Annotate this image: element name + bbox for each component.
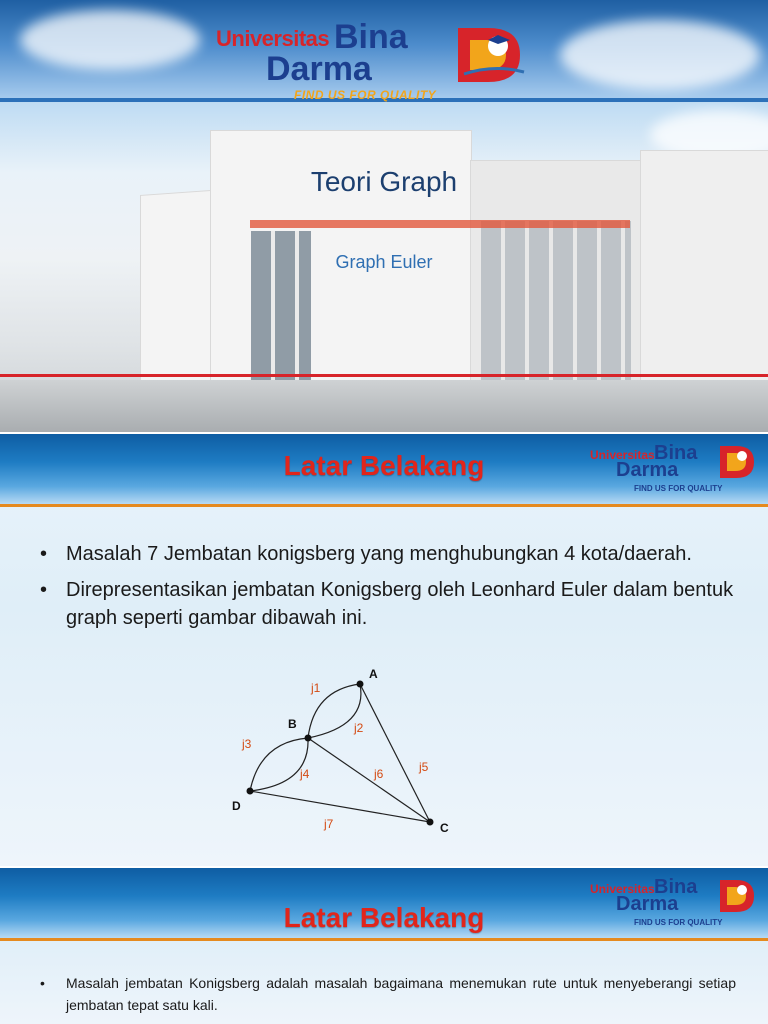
edge-j6 [308,738,430,822]
roof-accent [250,220,630,228]
bullet-text: Masalah jembatan Konigsberg adalah masalah bagaimana menemukan rute untuk menyeberangi setiap jembatan tepat satu kali. [66,975,736,1013]
node-label-d: D [232,799,241,813]
slide-title: Latar Belakang [283,450,485,481]
bullet-item [36,540,736,568]
university-logo [590,442,760,498]
konigsberg-graph [222,666,462,836]
logo-bina-text: Bina [654,442,698,464]
bullet-list [36,540,736,632]
edge-label-j1: j1 [311,681,321,695]
node-label-b: B [288,717,297,731]
bullet-dot-icon: • [40,975,45,991]
slide-title: Teori Graph [310,166,458,197]
bullet-dot-icon: • [40,543,48,565]
logo-tagline: FIND US FOR QUALITY [634,918,723,927]
edge-label-j4: j4 [300,767,310,781]
logo-tagline: FIND US FOR QUALITY [634,484,723,493]
bullet-item [36,972,736,1016]
bullet-list [36,972,736,1016]
logo-darma-text: Darma [616,459,679,481]
slide-header-divider [0,504,768,507]
bullet-dot-icon: • [40,579,48,601]
node-a [357,681,364,688]
logo-d-emblem-icon [454,24,526,86]
node-b [305,735,312,742]
cloud-shape [560,20,760,90]
bullet-item [36,576,736,632]
logo-universitas-text: Universitas [590,882,655,896]
cloud-shape [20,10,200,70]
node-d [247,788,254,795]
logo-bina-text: Bina [334,18,408,56]
node-c [427,819,434,826]
slide-title: Latar Belakang [283,902,485,933]
edge-j5 [360,684,430,822]
university-logo [216,18,534,104]
logo-darma-text: Darma [266,50,372,88]
logo-darma-text: Darma [616,893,679,915]
logo-d-emblem-icon [718,878,756,914]
slide-subtitle: Graph Euler [335,252,433,272]
bullet-text: Masalah 7 Jembatan konigsberg yang menghubungkan 4 kota/daerah. [66,543,692,565]
edge-label-j2: j2 [354,721,364,735]
title-slide [0,0,768,432]
slide-header-divider [0,938,768,941]
logo-universitas-text: Universitas [590,448,655,462]
logo-d-emblem-icon [718,444,756,480]
edge-label-j5: j5 [419,760,429,774]
node-label-c: C [440,821,449,835]
red-stripe [0,374,768,377]
logo-universitas-text: Universitas [216,26,330,51]
bullet-text: Direpresentasikan jembatan Konigsberg oleh Leonhard Euler dalam bentuk graph seperti gambar dibawah ini. [66,579,734,629]
edge-label-j3: j3 [242,737,252,751]
latar-belakang-slide-1 [0,434,768,866]
latar-belakang-slide-2 [0,868,768,1024]
logo-bina-text: Bina [654,876,698,898]
edge-j7 [250,791,430,822]
logo-tagline: FIND US FOR QUALITY [294,88,437,102]
edge-label-j6: j6 [374,767,384,781]
ground-area [0,380,768,432]
edge-j3 [250,738,308,791]
edge-label-j7: j7 [324,817,334,831]
node-label-a: A [369,667,378,681]
university-logo [590,876,760,932]
